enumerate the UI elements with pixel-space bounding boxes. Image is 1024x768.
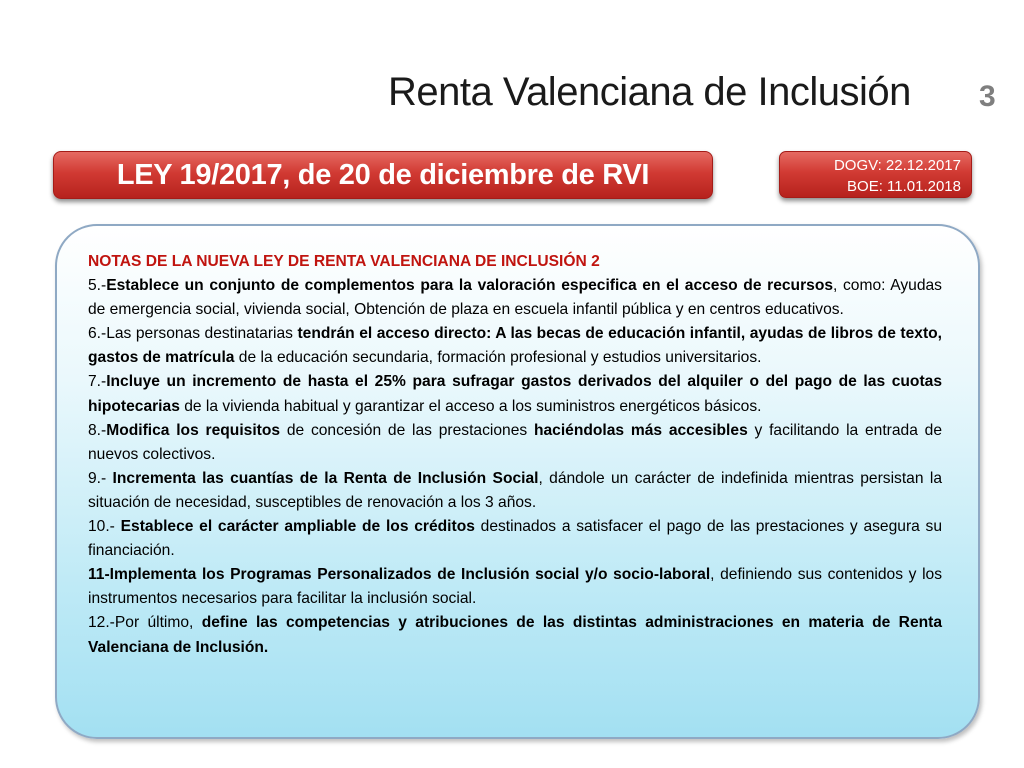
note-text: 9.- <box>88 469 113 487</box>
note-item <box>88 467 942 515</box>
note-bold-text: Modifica los requisitos <box>106 421 281 439</box>
note-text: 8.- <box>88 421 107 439</box>
note-text: , definiendo sus contenidos y los instrumentos necesarios para facilitar la inclusión social. <box>88 566 942 608</box>
note-bold-text: haciéndolas más accesibles <box>533 421 748 439</box>
note-text: de la educación secundaria, formación profesional y estudios universitarios. <box>234 349 762 367</box>
note-text: , dándole un carácter de indefinida mientras persistan la situación de necesidad, susceptibles de renovación a los 3 años. <box>88 469 942 511</box>
note-text: 5.- <box>88 277 107 295</box>
note-bold-text: Establece un conjunto de complementos para la valoración especifica en el acceso de recursos <box>106 277 834 295</box>
note-item <box>88 274 942 322</box>
dogv-date: DOGV: 22.12.2017 <box>833 157 961 174</box>
note-item <box>88 611 942 659</box>
note-text: , como: Ayudas de emergencia social, vivienda social, Obtención de plaza en escuela infantil pública y en centros educativos. <box>88 277 942 319</box>
note-text: 6.-Las personas destinatarias <box>88 325 298 343</box>
slide-title: Renta Valenciana de Inclusión <box>388 70 911 114</box>
note-bold-text: Establece el carácter ampliable de los créditos <box>120 518 475 536</box>
note-item <box>88 419 942 467</box>
notes-list <box>88 274 942 660</box>
note-text: de la vivienda habitual y garantizar el acceso a los suministros energéticos básicos. <box>179 397 762 415</box>
note-text: 10.- <box>88 518 121 536</box>
slide-number: 3 <box>979 80 996 113</box>
boe-date: BOE: 11.01.2018 <box>847 178 961 195</box>
law-banner: LEY 19/2017, de 20 de diciembre de RVI <box>53 151 713 199</box>
note-text: 7.- <box>88 373 107 391</box>
note-item <box>88 370 942 418</box>
note-item <box>88 322 942 370</box>
notes-content <box>88 250 942 660</box>
note-bold-text: 11-Implementa los Programas Personalizados de Inclusión social y/o socio-laboral <box>88 566 711 584</box>
publication-badge <box>779 151 972 198</box>
note-item <box>88 515 942 563</box>
note-item <box>88 563 942 611</box>
note-bold-text: define las competencias y atribuciones de las distintas administraciones en materia de Renta Valenciana de Inclusión. <box>88 614 943 656</box>
notes-heading: NOTAS DE LA NUEVA LEY DE RENTA VALENCIANA DE INCLUSIÓN 2 <box>88 253 600 270</box>
note-bold-text: tendrán el acceso directo: A las becas de educación infantil, ayudas de libros de texto, gastos de matrícula <box>88 325 942 367</box>
note-text: y facilitando la entrada de nuevos colectivos. <box>88 421 942 463</box>
note-bold-text: Incluye un incremento de hasta el 25% para sufragar gastos derivados del alquiler o del pago de las cuotas hipotecarias <box>88 373 942 415</box>
note-text: de concesión de las prestaciones <box>280 421 534 439</box>
note-text: destinados a satisfacer el pago de las prestaciones y asegura su financiación. <box>88 518 943 560</box>
note-bold-text: Incrementa las cuantías de la Renta de Inclusión Social <box>112 469 539 487</box>
note-text: 12.-Por último, <box>88 614 202 632</box>
